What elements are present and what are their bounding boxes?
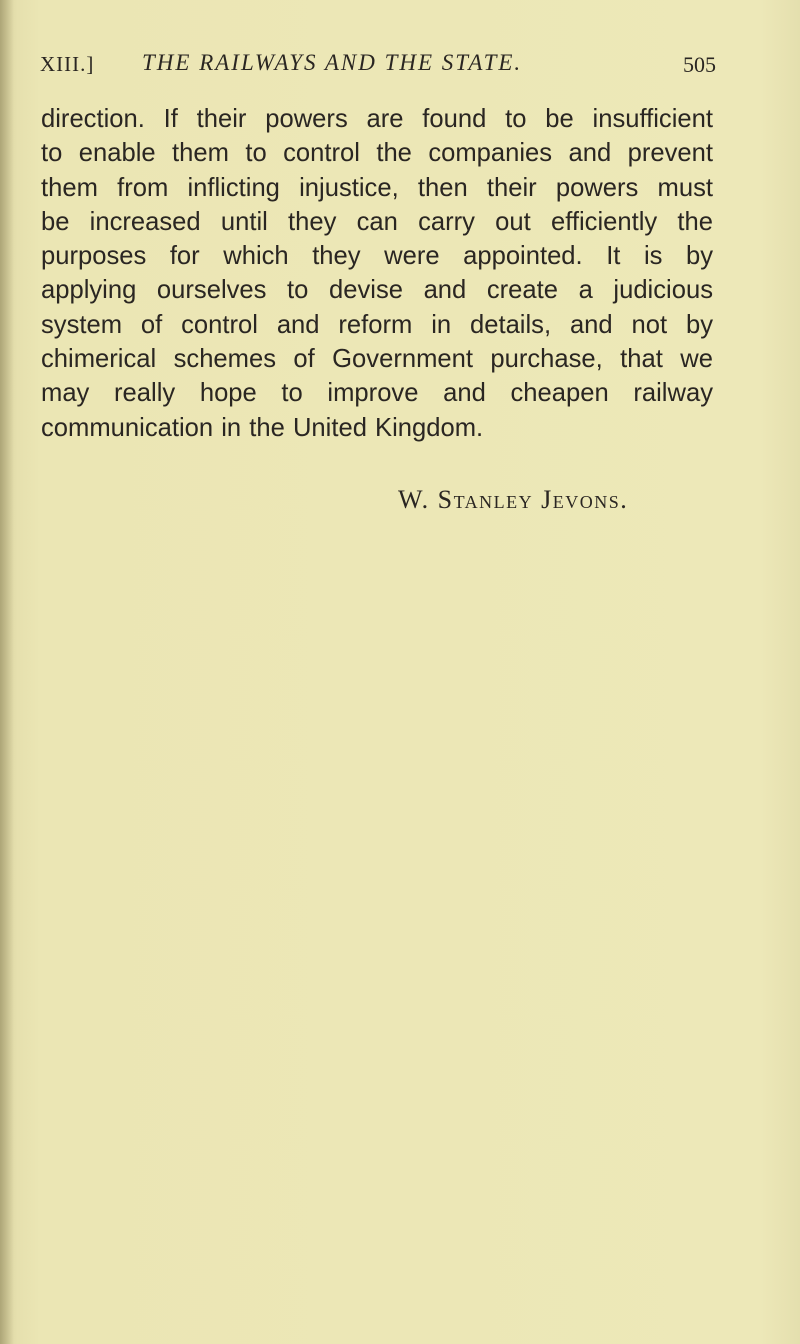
text-line: applying ourselves to devise and create a judicious — [41, 276, 713, 305]
running-title: THE RAILWAYS AND THE STATE. — [142, 50, 523, 75]
text-line: system of control and reform in details, and not by — [41, 310, 713, 339]
text-line: may really hope to improve and cheapen railway — [41, 379, 713, 408]
text-line: purposes for which they were appointed. It is by — [41, 242, 713, 271]
page-binding-shadow — [0, 0, 14, 1344]
text-line: communication in the United Kingdom. — [41, 413, 484, 442]
text-line: to enable them to control the companies and prevent — [41, 139, 713, 168]
page-number: 505 — [683, 52, 716, 77]
running-head — [40, 50, 716, 80]
text-line: them from inflicting injustice, then their powers must — [41, 173, 713, 202]
text-line: be increased until they can carry out efficiently the — [41, 207, 713, 236]
author-signature: W. Stanley Jevons. — [398, 485, 629, 514]
text-line: direction. If their powers are found to be insufficient — [41, 105, 713, 133]
text-line: chimerical schemes of Government purchase, that we — [41, 345, 713, 374]
chapter-number: XIII.] — [40, 52, 95, 76]
body-paragraph — [41, 102, 713, 445]
